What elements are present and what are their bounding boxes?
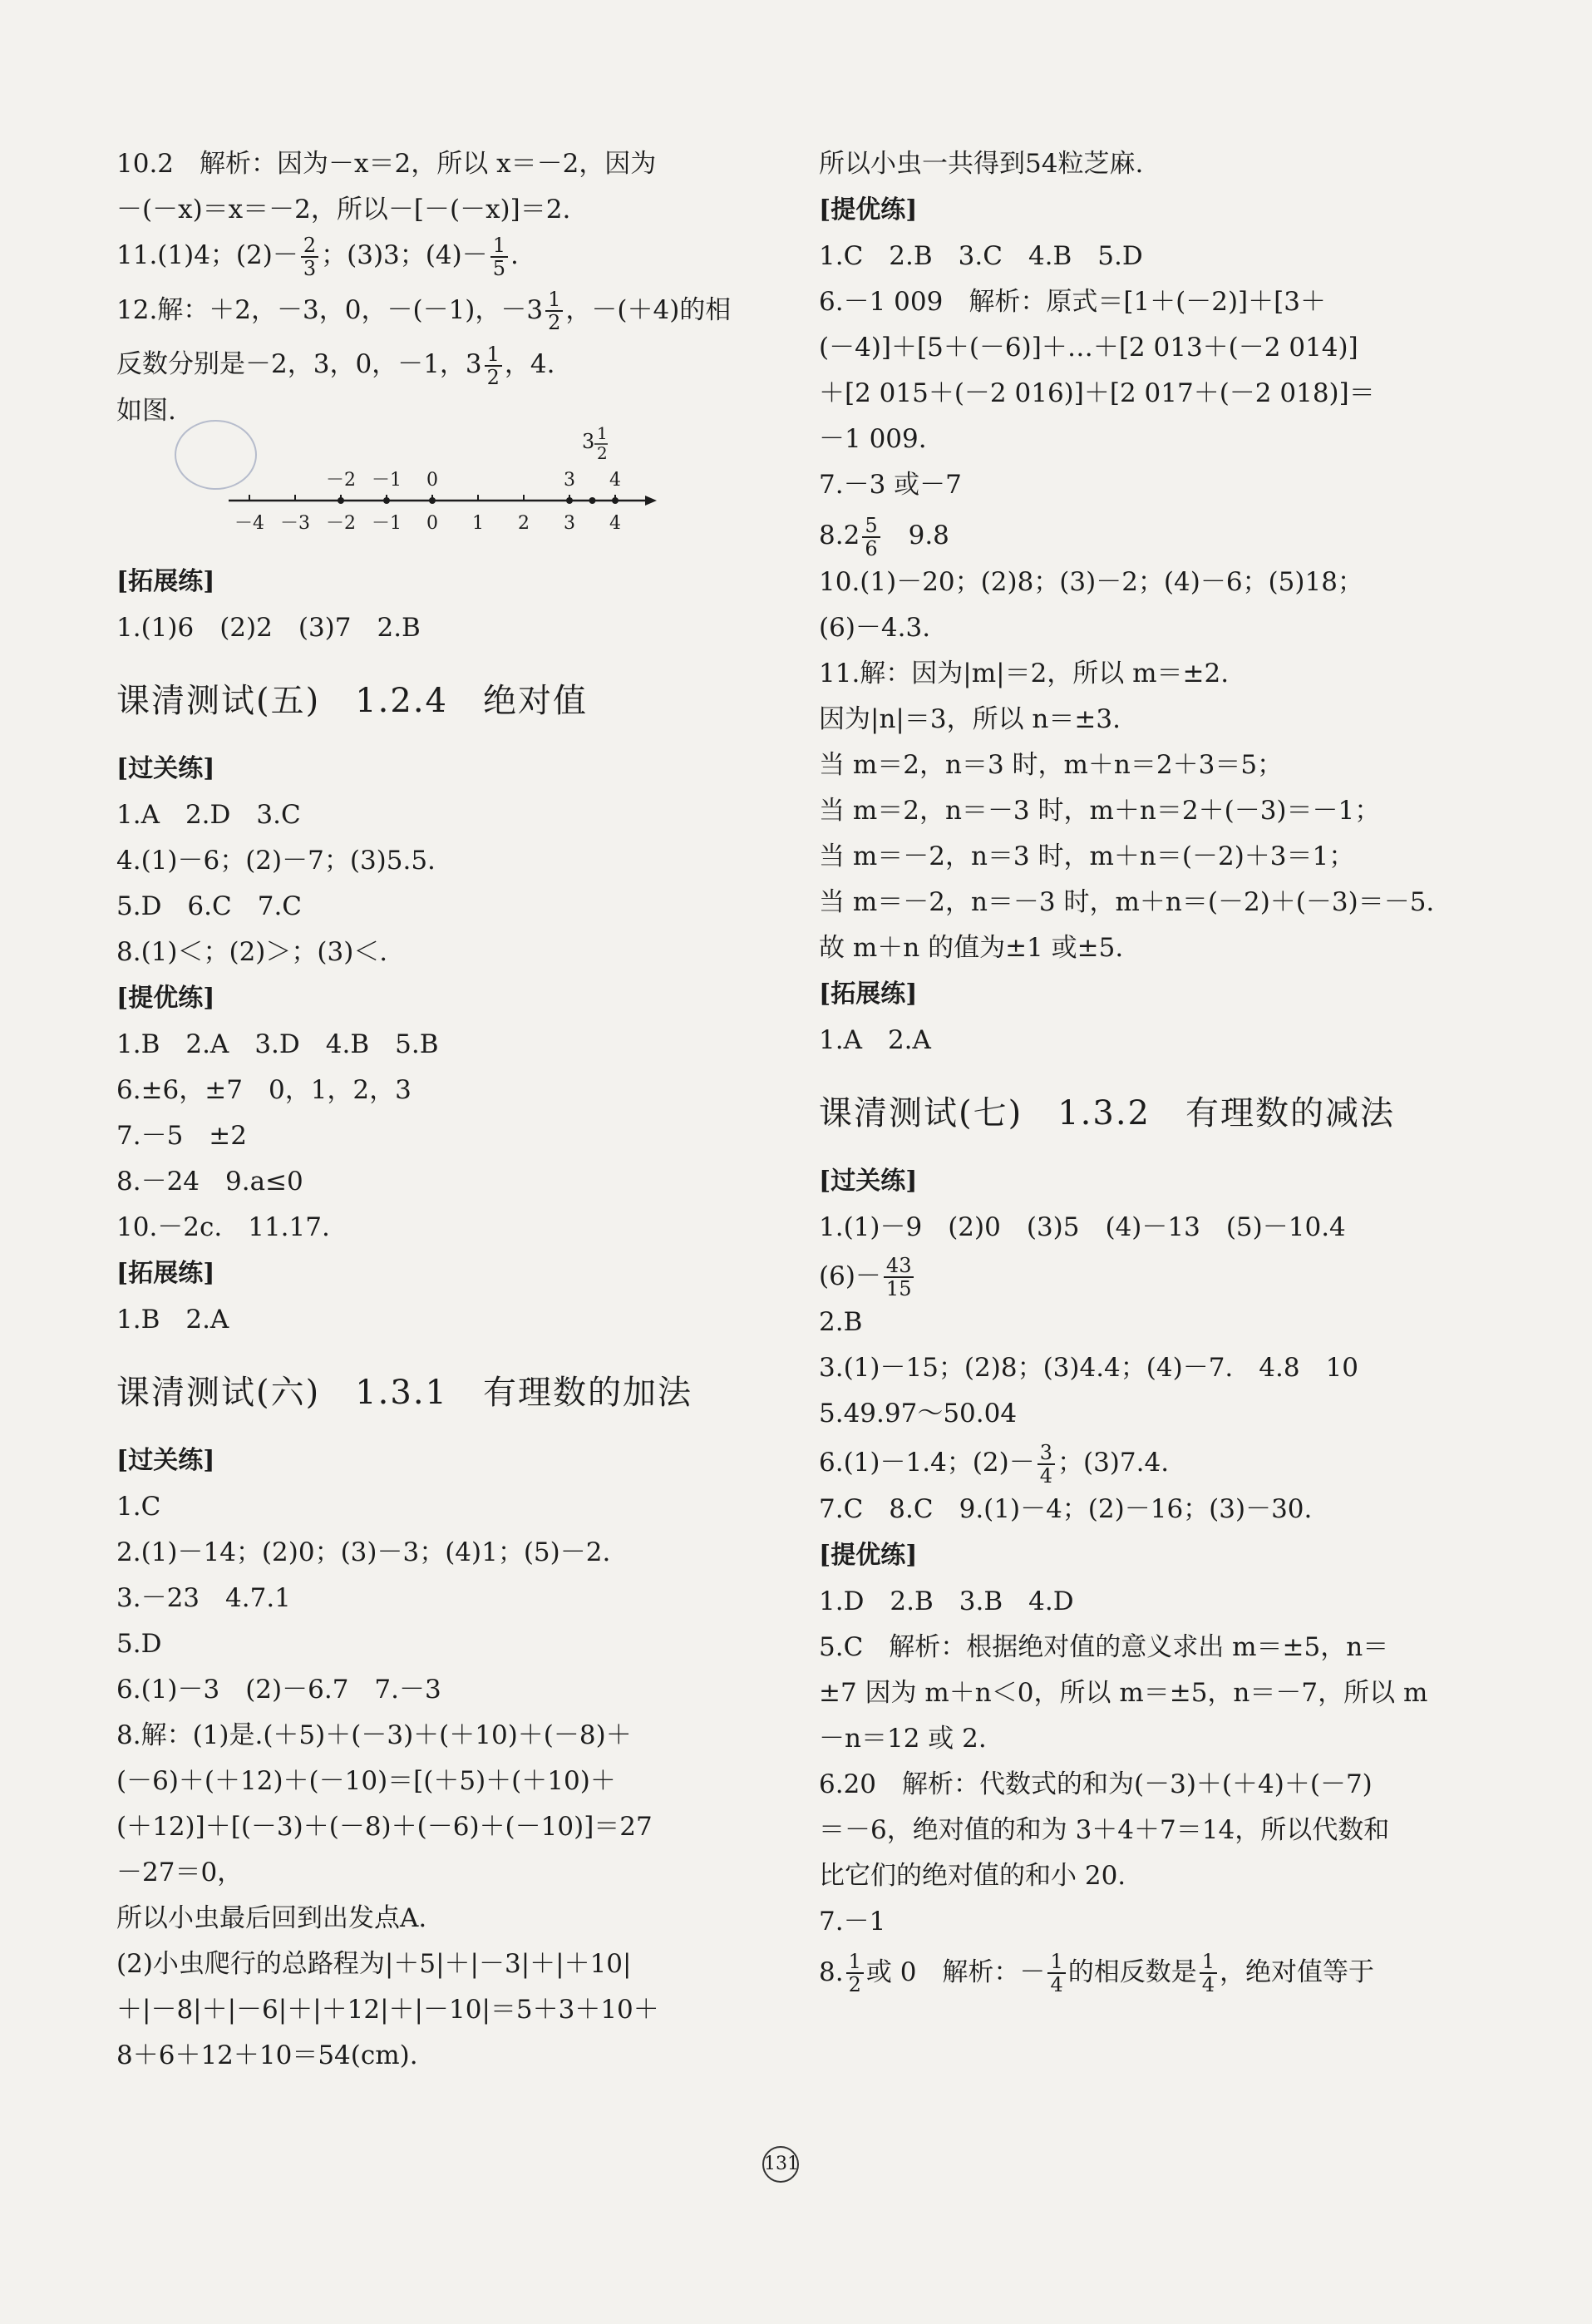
point-dot <box>429 497 436 504</box>
fraction: $\frac{5}{6}$ <box>862 515 880 560</box>
point-label: －2 <box>326 469 356 491</box>
fraction: $\frac{43}{15}$ <box>884 1255 914 1300</box>
test-title: 课清测试(六) 1.3.1 有理数的加法 <box>116 1373 692 1412</box>
answer-line: 12.解：＋2，－3，0，－(－1)，－3 $\frac{1}{2}$ ，－(＋4)的相 <box>116 288 732 334</box>
answer-line: 8＋6＋12＋10＝54(cm). <box>116 2040 418 2070</box>
answer-line: 故 m＋n 的值为±1 或±5. <box>819 932 1124 963</box>
number-line <box>116 422 765 559</box>
fraction: $\frac{3}{4}$ <box>1038 1442 1055 1487</box>
answer-line: 6.20 解析：代数式的和为(－3)＋(＋4)＋(－7) <box>819 1769 1373 1799</box>
tick-label: －2 <box>326 512 356 534</box>
point-label: 4 <box>609 469 621 491</box>
answer-line: 如图. <box>116 395 176 426</box>
fraction: $\frac{1}{4}$ <box>1047 1951 1065 1996</box>
point-dot <box>566 497 573 504</box>
answer-line: 1.(1)－9 (2)0 (3)5 (4)－13 (5)－10.4 <box>819 1211 1346 1242</box>
answer-line: 当 m＝－2，n＝3 时，m＋n＝(－2)＋3＝1； <box>819 841 1355 871</box>
answer-line: 当 m＝2，n＝－3 时，m＋n＝2＋(－3)＝－1； <box>819 795 1381 826</box>
answer-line: 1.A 2.A <box>819 1024 931 1055</box>
point-label-whole: 3 <box>582 429 595 453</box>
tick-label: 1 <box>472 512 484 534</box>
fraction: $\frac{1}{5}$ <box>490 234 508 279</box>
section-head: [拓展练] <box>819 979 918 1009</box>
answer-line: 1.C <box>116 1491 161 1522</box>
tick-label: 0 <box>426 512 438 534</box>
section-head: [过关练] <box>116 1445 215 1475</box>
answer-line: 7.－5 ±2 <box>116 1120 247 1151</box>
fraction: $\frac{1}{4}$ <box>1200 1951 1217 1996</box>
answer-line: 7.－1 <box>819 1906 886 1937</box>
answer-line: 所以小虫最后回到出发点A. <box>116 1902 427 1933</box>
answer-line: 11.解：因为|m|＝2，所以 m＝±2. <box>819 658 1230 688</box>
answer-line: 6.(1)－3 (2)－6.7 7.－3 <box>116 1674 441 1705</box>
section-head: [提优练] <box>819 195 918 225</box>
answer-line: 6.±6，±7 0，1，2，3 <box>116 1074 412 1105</box>
answer-line: 比它们的绝对值的和小 20. <box>819 1860 1126 1891</box>
answer-line: (6)－4.3. <box>819 612 931 643</box>
section-head: [拓展练] <box>116 566 215 596</box>
answer-line: 3.－23 4.7.1 <box>116 1582 291 1613</box>
answer-line: 1.D 2.B 3.B 4.D <box>819 1586 1074 1616</box>
answer-line: 8.－24 9.a≤0 <box>116 1166 303 1197</box>
point-label: －1 <box>372 469 402 491</box>
answer-line: 5.D <box>116 1628 162 1659</box>
answer-line: 2.B <box>819 1307 863 1337</box>
answer-line: ＋[2 015＋(－2 016)]＋[2 017＋(－2 018)]＝ <box>819 378 1375 408</box>
answer-line: 当 m＝2，n＝3 时，m＋n＝2＋3＝5； <box>819 749 1284 780</box>
number-line-svg <box>116 422 765 559</box>
answer-line: 4.(1)－6；(2)－7；(3)5.5. <box>116 845 436 876</box>
point-label-den: 2 <box>597 442 608 463</box>
page-number: 131 <box>762 2146 799 2183</box>
answer-line: (－4)]＋[5＋(－6)]＋…＋[2 013＋(－2 014)] <box>819 333 1358 363</box>
tick-label: 3 <box>564 512 575 534</box>
answer-line: 8.(1)＜；(2)＞；(3)＜. <box>116 936 388 967</box>
answer-line: 5.C 解析：根据绝对值的意义求出 m＝±5，n＝ <box>819 1631 1389 1662</box>
fraction: $\frac{1}{2}$ <box>545 289 563 333</box>
point-dot <box>338 497 344 504</box>
answer-line: －(－x)＝x＝－2，所以－[－(－x)]＝2. <box>116 195 571 225</box>
answer-line: 10.－2c. 11.17. <box>116 1211 330 1242</box>
answer-line: 8. $\frac{1}{2}$ 或 0 解析：－ $\frac{1}{4}$ 的相反数是 $\frac{1}{4}$ ，绝对值等于 <box>819 1950 1374 1996</box>
answer-line: 因为|n|＝3，所以 n＝±3. <box>819 703 1121 734</box>
answer-line: 1.B 2.A 3.D 4.B 5.B <box>116 1029 439 1059</box>
answer-line: 5.49.97～50.04 <box>819 1399 1018 1428</box>
point-label: 3 <box>564 469 575 491</box>
fraction: $\frac{1}{2}$ <box>485 343 502 388</box>
answer-line: (＋12)]＋[(－3)＋(－8)＋(－6)＋(－10)]＝27 <box>116 1811 653 1842</box>
answer-line: 1.(1)6 (2)2 (3)7 2.B <box>116 612 421 643</box>
answer-line: 1.C 2.B 3.C 4.B 5.D <box>819 241 1143 271</box>
answer-line: 8.解：(1)是.(＋5)＋(－3)＋(＋10)＋(－8)＋ <box>116 1720 632 1750</box>
point-label-num: 1 <box>597 422 608 443</box>
left-column <box>116 141 765 2079</box>
answer-line: 1.A 2.D 3.C <box>116 799 301 830</box>
answer-line: 8.2 $\frac{5}{6}$ 9.8 <box>819 513 949 560</box>
point-dot-three-half <box>589 497 596 504</box>
answer-line: 3.(1)－15；(2)8；(3)4.4；(4)－7. 4.8 10 <box>819 1353 1359 1383</box>
section-head: [提优练] <box>819 1540 918 1570</box>
tick-label: －4 <box>234 512 264 534</box>
section-head: [过关练] <box>819 1166 918 1196</box>
answer-line: 5.D 6.C 7.C <box>116 891 303 921</box>
section-head: [过关练] <box>116 753 215 783</box>
test-title: 课清测试(七) 1.3.2 有理数的减法 <box>819 1093 1395 1132</box>
answer-line: 7.－3 或－7 <box>819 470 962 500</box>
answer-line: 6.－1 009 解析：原式＝[1＋(－2)]＋[3＋ <box>819 287 1326 317</box>
answer-line: 1.B 2.A <box>116 1304 229 1335</box>
answer-line: 10.2 解析：因为－x＝2，所以 x＝－2，因为 <box>116 149 657 179</box>
answer-line: 2.(1)－14；(2)0；(3)－3；(4)1；(5)－2. <box>116 1537 611 1567</box>
tick-label: 4 <box>609 512 621 534</box>
right-column <box>819 141 1467 1996</box>
tick-label: －3 <box>280 512 310 534</box>
answer-line: 所以小虫一共得到54粒芝麻. <box>819 149 1144 179</box>
answer-line: 6.(1)－1.4；(2)－ $\frac{3}{4}$ ；(3)7.4. <box>819 1440 1170 1488</box>
test-title: 课清测试(五) 1.2.4 绝对值 <box>116 681 588 720</box>
point-label: 0 <box>426 469 438 491</box>
answer-line: －n＝12 或 2. <box>819 1723 987 1754</box>
tick-label: －1 <box>372 512 402 534</box>
point-dot <box>383 497 390 504</box>
fraction: $\frac{2}{3}$ <box>301 234 318 279</box>
answer-line: －27＝0， <box>116 1857 244 1887</box>
answer-line: ＝－6，绝对值的和为 3＋4＋7＝14，所以代数和 <box>819 1814 1390 1845</box>
answer-line: 当 m＝－2，n＝－3 时，m＋n＝(－2)＋(－3)＝－5. <box>819 886 1435 917</box>
answer-line: 7.C 8.C 9.(1)－4；(2)－16；(3)－30. <box>819 1493 1313 1524</box>
answer-line: 10.(1)－20；(2)8；(3)－2；(4)－6；(5)18； <box>819 566 1363 597</box>
answer-line: 11.(1)4；(2)－ $\frac{2}{3}$ ；(3)3；(4)－ $\frac{1}{5}$ . <box>116 233 519 280</box>
answer-line: 反数分别是－2，3，0，－1，3 $\frac{1}{2}$ ，4. <box>116 342 555 389</box>
fraction: $\frac{1}{2}$ <box>846 1951 864 1996</box>
tick-label: 2 <box>518 512 530 534</box>
answer-line: (2)小虫爬行的总路程为|＋5|＋|－3|＋|＋10| <box>116 1948 632 1979</box>
answer-line: (6)－ $\frac{43}{15}$ <box>819 1254 1467 1300</box>
answer-line: ＋|－8|＋|－6|＋|＋12|＋|－10|＝5＋3＋10＋ <box>116 1994 659 2025</box>
answer-line: (－6)＋(＋12)＋(－10)＝[(＋5)＋(＋10)＋ <box>116 1765 616 1796</box>
arrow-right-icon <box>645 496 657 506</box>
answer-line: －1 009. <box>819 424 927 454</box>
section-head: [提优练] <box>116 983 215 1013</box>
point-dot <box>612 497 619 504</box>
answer-line: ±7 因为 m＋n＜0，所以 m＝±5，n＝－7，所以 m <box>819 1677 1428 1708</box>
section-head: [拓展练] <box>116 1258 215 1288</box>
